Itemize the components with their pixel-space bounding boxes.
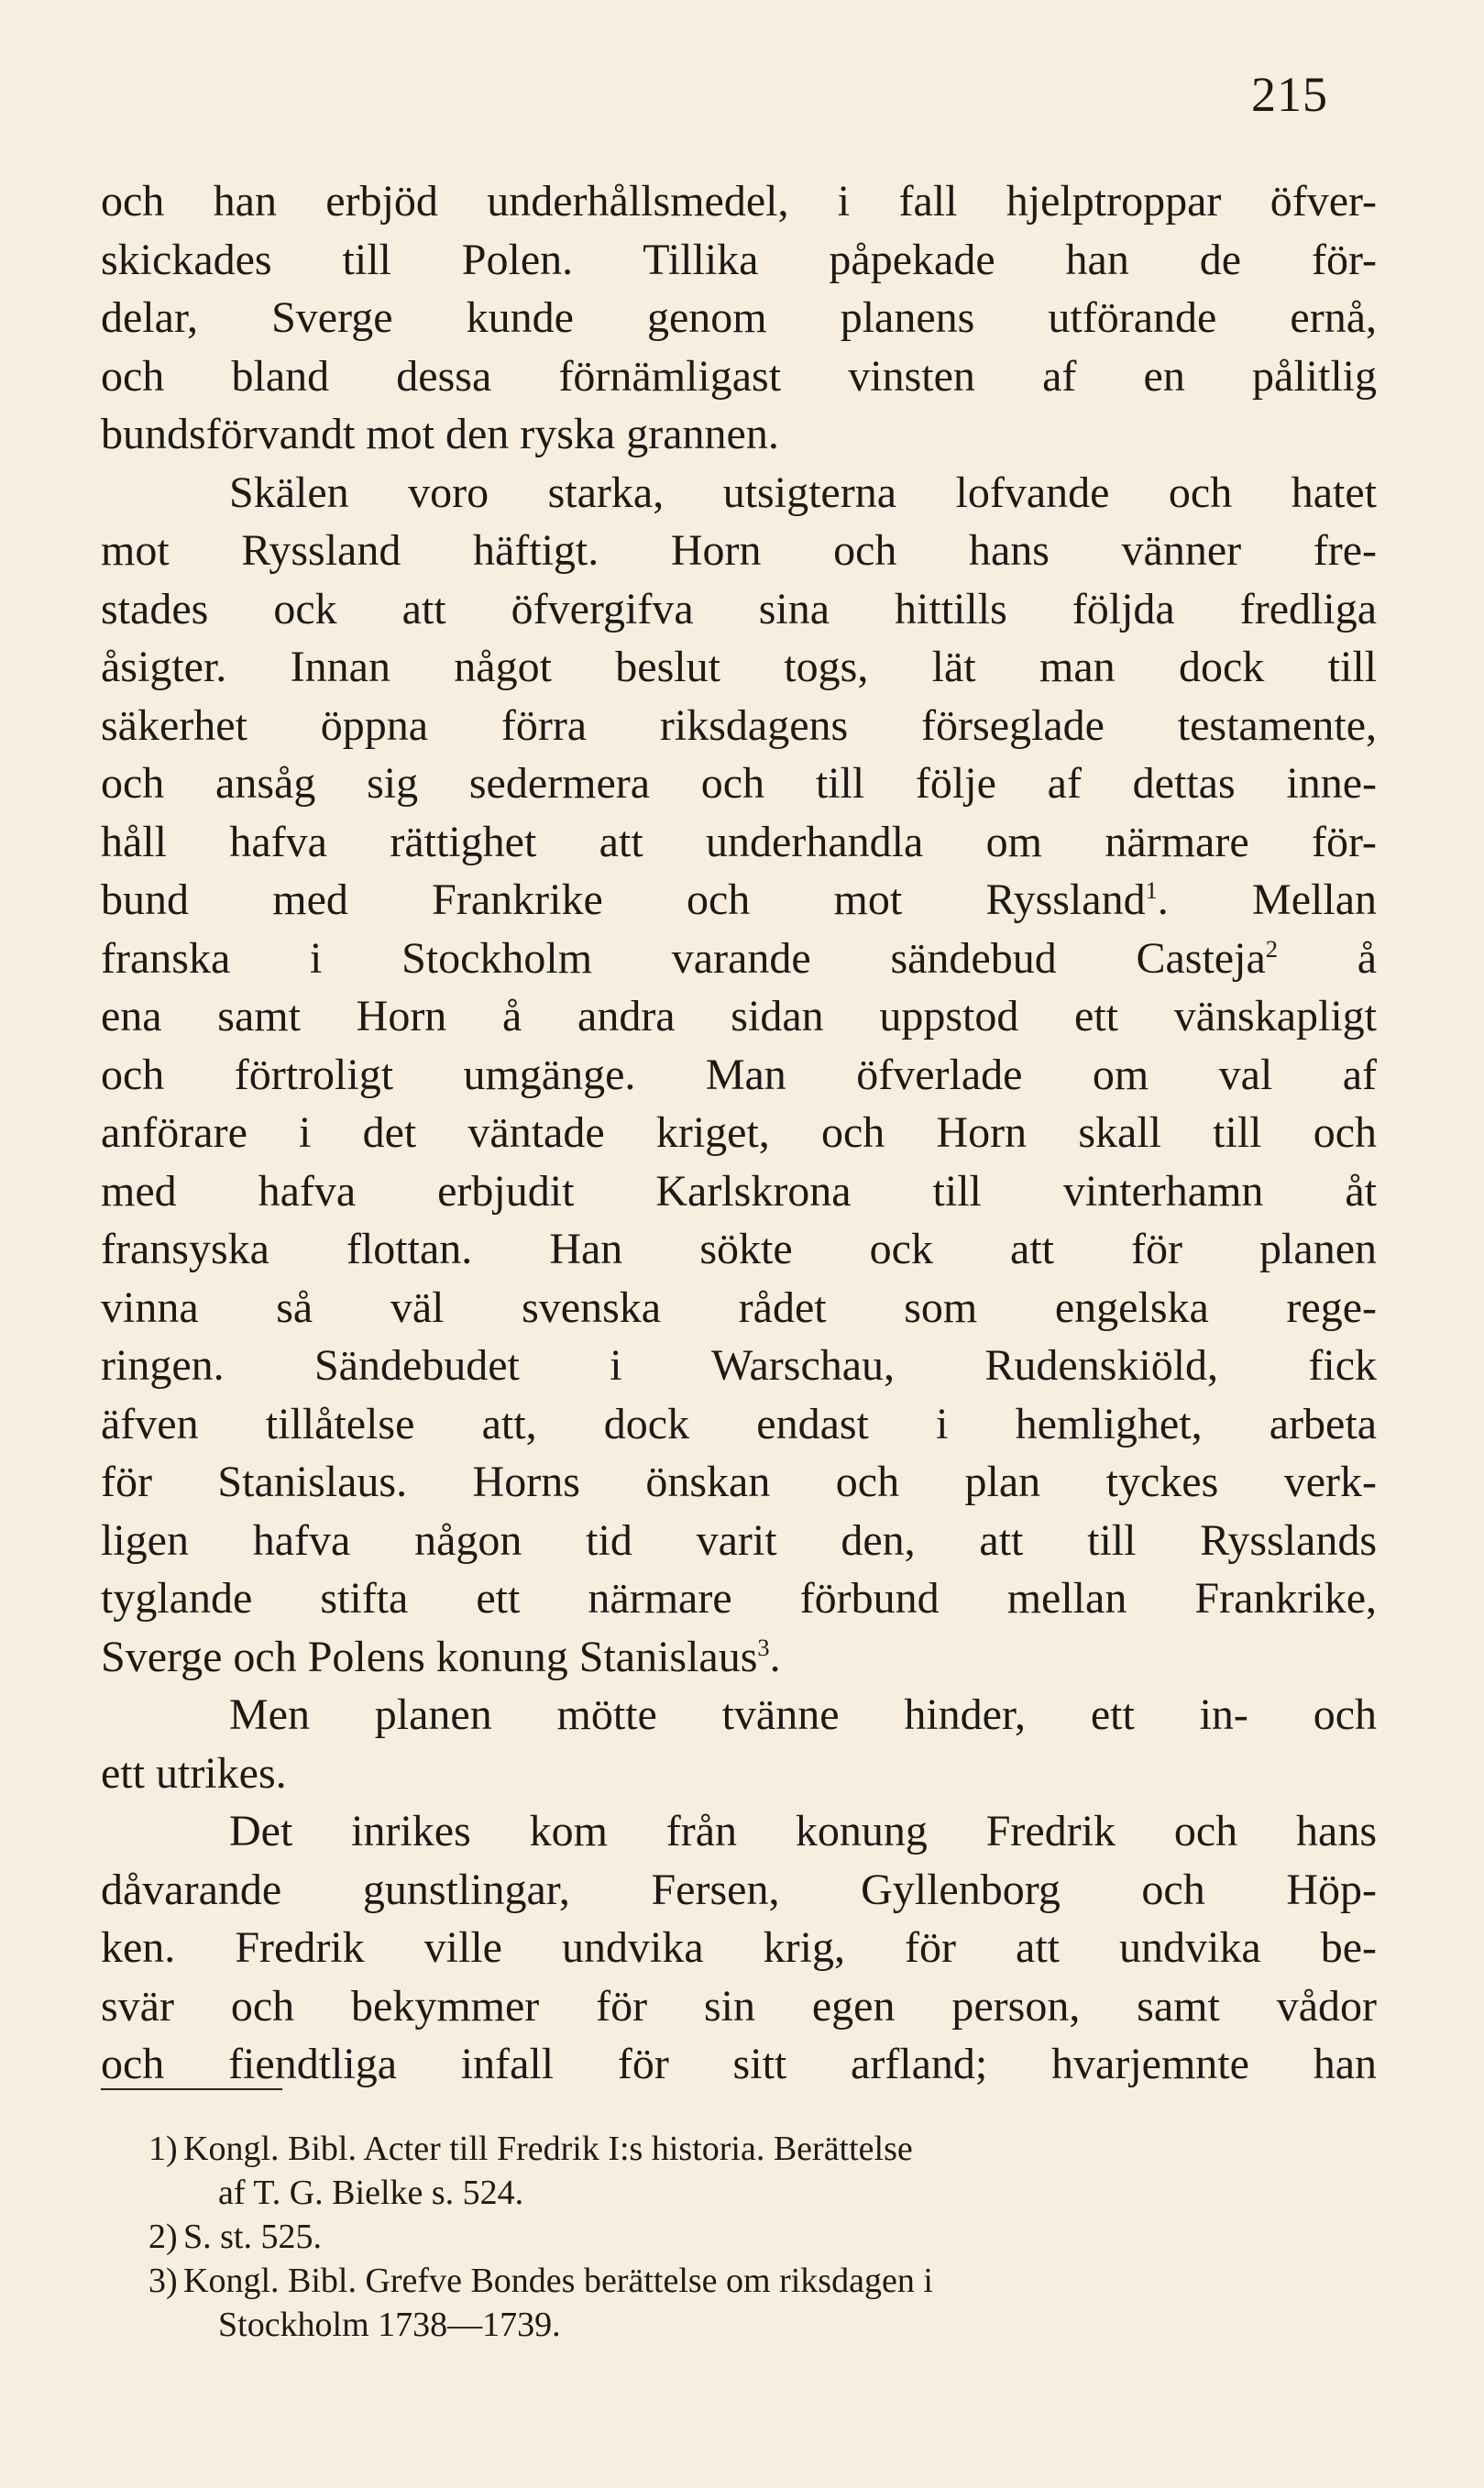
text-line: Det inrikes kom från konung Fredrik och hans: [229, 1807, 1377, 1855]
footnote-ref: 3: [757, 1633, 770, 1661]
text-line: mot Ryssland häftigt. Horn och hans vänner fre-: [101, 526, 1377, 575]
text-fragment: . Mellan: [1157, 875, 1377, 924]
text-line: och ansåg sig sedermera och till följe af dettas inne-: [101, 759, 1377, 808]
text-line: Skälen voro starka, utsigterna lofvande och hatet: [229, 468, 1377, 517]
text-line: dåvarande gunstlingar, Fersen, Gyllenborg och Höp-: [101, 1865, 1377, 1914]
text-line: bundsförvandt mot den ryska grannen.: [101, 410, 779, 458]
text-fragment: å: [1277, 933, 1377, 983]
page-number: 215: [1251, 67, 1328, 122]
text-line: för Stanislaus. Horns önskan och plan tyckes verk-: [101, 1458, 1377, 1506]
text-line: åsigter. Innan något beslut togs, lät man dock till: [101, 643, 1377, 691]
footnote-text: Kongl. Bibl. Grefve Bondes berättelse om riksdagen i: [183, 2262, 933, 2300]
text-fragment: franska i Stockholm varande sändebud Casteja: [101, 933, 1266, 983]
footnotes: [148, 2127, 1380, 2347]
body-text: [101, 172, 1377, 2094]
text-line: vinna så väl svenska rådet som engelska rege-: [101, 1283, 1377, 1332]
text-line: håll hafva rättighet att underhandla om närmare för-: [101, 817, 1377, 866]
text-line: och han erbjöd underhållsmedel, i fall hjelptroppar öfver-: [101, 177, 1377, 226]
footnote: [148, 2215, 1380, 2259]
footnote-ref: 1: [1145, 876, 1158, 904]
footnote-text: S. st. 525.: [183, 2218, 322, 2256]
text-line: Men planen mötte tvänne hinder, ett in- och: [229, 1690, 1377, 1739]
text-line: skickades till Polen. Tillika påpekade han de för-: [101, 235, 1377, 284]
text-line-with-ref: [101, 1628, 1377, 1687]
text-fragment: Sverge och Polens konung Stanislaus: [101, 1632, 758, 1681]
footnote: [148, 2127, 1380, 2215]
text-line: tyglande stifta ett närmare förbund mellan Frankrike,: [101, 1574, 1377, 1623]
text-line: och bland dessa förnämligast vinsten af en pålitlig: [101, 351, 1377, 401]
text-fragment: bund med Frankrike och mot Ryssland: [101, 875, 1146, 924]
text-line: säkerhet öppna förra riksdagens förseglade testamente,: [101, 700, 1377, 750]
text-line: fransyska flottan. Han sökte ock att för planen: [101, 1225, 1377, 1273]
footnote-marker: 1): [148, 2130, 178, 2168]
text-line: stades ock att öfvergifva sina hittills följda fredliga: [101, 584, 1377, 633]
footnote-continuation: Stockholm 1738—1739.: [218, 2306, 561, 2344]
text-line: ringen. Sändebudet i Warschau, Rudenskiöld, fick: [101, 1341, 1377, 1390]
text-line: ken. Fredrik ville undvika krig, för att undvika be-: [101, 1923, 1377, 1972]
footnote-continuation: af T. G. Bielke s. 524.: [218, 2174, 524, 2212]
text-line: och fiendtliga infall för sitt arfland; hvarjemnte han: [101, 2040, 1377, 2088]
text-line-with-ref: [101, 930, 1377, 988]
text-line: ligen hafva någon tid varit den, att till Rysslands: [101, 1515, 1377, 1565]
text-line: och förtroligt umgänge. Man öfverlade om val af: [101, 1050, 1377, 1099]
text-line: äfven tillåtelse att, dock endast i hemlighet, arbeta: [101, 1399, 1377, 1448]
text-line-with-ref: [101, 871, 1377, 930]
text-line: med hafva erbjudit Karlskrona till vinterhamn åt: [101, 1166, 1377, 1216]
text-line: anförare i det väntade kriget, och Horn skall till och: [101, 1108, 1377, 1157]
text-line: svär och bekymmer för sin egen person, samt vådor: [101, 1981, 1377, 2031]
footnote-marker: 2): [148, 2218, 178, 2256]
footnote-text: Kongl. Bibl. Acter till Fredrik I:s historia. Berättelse: [183, 2130, 913, 2168]
text-fragment: .: [769, 1632, 781, 1681]
footnote-marker: 3): [148, 2262, 178, 2300]
text-line: ett utrikes.: [101, 1748, 287, 1798]
footnote-divider: [101, 2088, 282, 2090]
text-line: delar, Sverge kunde genom planens utförande ernå,: [101, 293, 1377, 342]
text-line: ena samt Horn å andra sidan uppstod ett vänskapligt: [101, 992, 1377, 1040]
footnote-ref: 2: [1265, 934, 1278, 963]
footnote: [148, 2259, 1380, 2347]
